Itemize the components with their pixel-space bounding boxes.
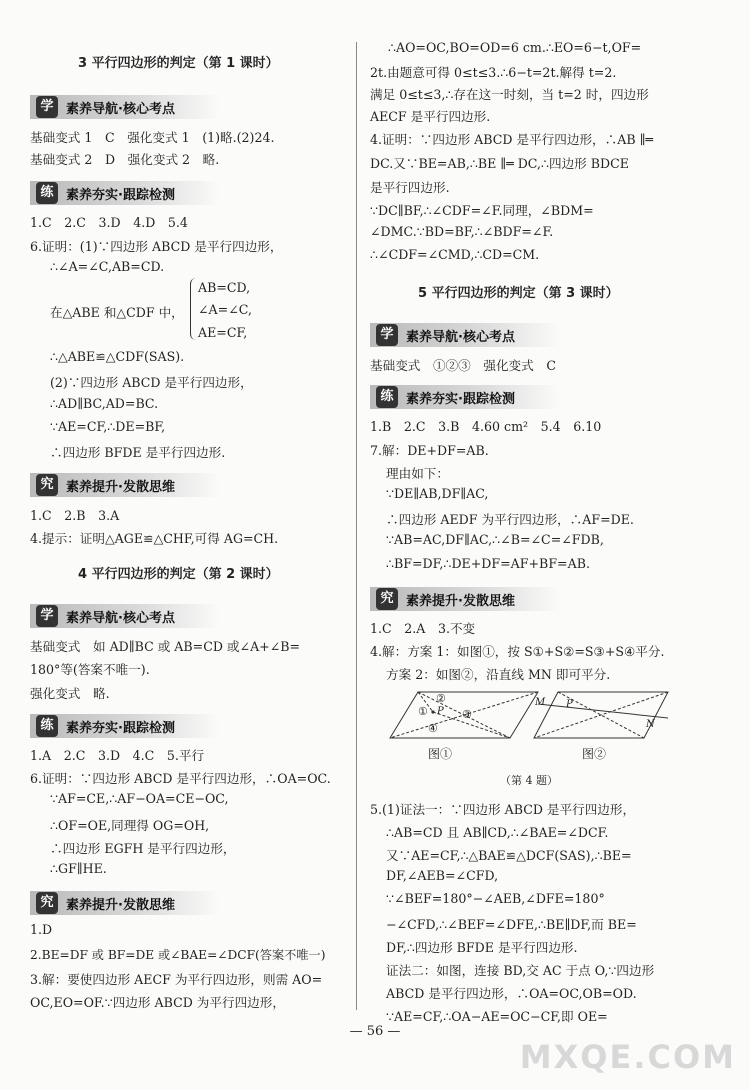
point-p-label: P xyxy=(437,706,444,717)
text-line: 基础变式 1 C 强化变式 1 (1)略.(2)24. xyxy=(30,130,275,145)
text-line: 1.A 2.C 3.D 4.C 5.平行 xyxy=(30,748,205,763)
text-line: 1.C 2.A 3.不变 xyxy=(370,621,476,636)
text-line: 7.解：DE+DF=AB. xyxy=(370,443,489,458)
text-line: 证法二：如图，连接 BD,交 AC 于点 O,∵四边形 xyxy=(386,963,655,978)
text-line: ∴AB=CD 且 AB∥CD,∴∠BAE=∠DCF. xyxy=(386,825,609,840)
text-line: DF,∴四边形 BFDE 是平行四边形. xyxy=(386,940,578,955)
lian-badge-icon: 练 xyxy=(376,386,398,408)
xue-label: 素养导航·核心考点 xyxy=(406,330,515,345)
text-line: 6.证明：(1)∵四边形 ABCD 是平行四边形， xyxy=(30,239,283,254)
region-3-label: ③ xyxy=(462,708,472,721)
text-line: ∵AE=CF,∴OA−AE=OC−CF,即 OE= xyxy=(386,1009,608,1024)
jiu-bar-2 xyxy=(30,891,220,915)
text-line: 4.证明：∵四边形 ABCD 是平行四边形，∴AB ∥═ xyxy=(370,132,653,147)
text-line: 又∵AE=CF,∴△BAE≌△DCF(SAS),∴BE= xyxy=(386,848,632,863)
text-line: AB=CD, xyxy=(198,280,251,295)
text-line: ∴四边形 BFDE 是平行四边形. xyxy=(50,445,226,460)
text-line: ∵AB=AC,DF∥AC,∴∠B=∠C=∠FDB, xyxy=(386,532,604,547)
lian-bar-1 xyxy=(30,181,220,205)
point-p-icon xyxy=(431,710,434,713)
watermark-logo: MXQE.COM xyxy=(519,1038,736,1076)
jiu-label: 素养提升·发散思维 xyxy=(66,480,175,495)
xue-badge-icon: 学 xyxy=(376,324,398,346)
xue-bar-2 xyxy=(30,604,220,628)
text-line: ∴四边形 AEDF 为平行四边形，∴AF=DE. xyxy=(386,512,634,527)
text-line: 在△ABE 和△CDF 中， xyxy=(50,305,184,320)
lian-label: 素养夯实·跟踪检测 xyxy=(406,392,515,407)
point-p-label: P xyxy=(566,699,573,710)
text-line: ∴∠A=∠C,AB=CD. xyxy=(50,259,165,274)
text-line: −∠CFD,∴∠BEF=∠DFE,∴BE∥DF,而 BE= xyxy=(386,917,637,932)
jiu-bar-3 xyxy=(370,587,560,611)
column-divider xyxy=(356,42,357,1010)
point-n-label: N xyxy=(646,719,655,730)
text-line: ∠DMC.∵BD=BF,∴∠BDF=∠F. xyxy=(370,224,554,239)
section-title-2: 4 平行四边形的判定（第 2 课时） xyxy=(78,567,279,582)
text-line: 基础变式 ①②③ 强化变式 C xyxy=(370,358,556,373)
xue-bar-1 xyxy=(30,95,220,119)
parallelogram-figures xyxy=(388,680,688,790)
text-line: DF,∠AEB=∠CFD, xyxy=(386,868,499,883)
xue-badge-icon: 学 xyxy=(36,96,58,118)
text-line: 4.解：方案 1：如图①，按 S①+S②=S③+S④平分. xyxy=(370,644,665,659)
text-line: ∴AD∥BC,AD=BC. xyxy=(50,396,159,411)
lian-label: 素养夯实·跟踪检测 xyxy=(66,188,175,203)
point-m-label: M xyxy=(535,697,546,708)
text-line: 1.D xyxy=(30,922,53,937)
text-line: ∵DC∥BF,∴∠CDF=∠F.同理，∠BDM= xyxy=(370,203,594,218)
region-4-label: ④ xyxy=(428,722,438,735)
text-line: ∴OF=OE,同理得 OG=OH, xyxy=(50,818,210,833)
text-line: DC.又∵BE=AB,∴BE ∥═ DC,∴四边形 BDCE xyxy=(370,156,629,171)
text-line: (2)∵四边形 ABCD 是平行四边形， xyxy=(50,375,253,390)
text-line: 1.B 2.C 3.B 4.60 cm² 5.4 6.10 xyxy=(370,419,602,434)
lian-label: 素养夯实·跟踪检测 xyxy=(66,721,175,736)
text-line: 强化变式 略. xyxy=(30,686,110,701)
xue-label: 素养导航·核心考点 xyxy=(66,102,175,117)
lian-bar-3 xyxy=(370,385,560,409)
text-line: OC,EO=OF.∵四边形 ABCD 为平行四边形， xyxy=(30,995,285,1010)
text-line: ∴∠CDF=∠CMD,∴CD=CM. xyxy=(370,247,540,262)
text-line: AE=CF, xyxy=(198,325,248,340)
xue-bar-3 xyxy=(370,323,560,347)
text-line: 3.解：要使四边形 AECF 为平行四边形，则需 AO= xyxy=(30,972,323,987)
text-line: 2.BE=DF 或 BF=DE 或∠BAE=∠DCF(答案不唯一) xyxy=(30,948,326,962)
text-line: 基础变式 如 AD∥BC 或 AB=CD 或∠A+∠B= xyxy=(30,639,301,654)
xue-badge-icon: 学 xyxy=(36,605,58,627)
jiu-badge-icon: 究 xyxy=(36,474,58,496)
text-line: AECF 是平行四边形. xyxy=(370,109,491,124)
figure-caption: （第 4 题） xyxy=(500,774,558,787)
page-number: — 56 — xyxy=(349,1024,401,1039)
text-line: ∴GF∥HE. xyxy=(50,861,107,876)
jiu-label: 素养提升·发散思维 xyxy=(66,898,175,913)
text-line: 理由如下： xyxy=(386,466,449,481)
lian-badge-icon: 练 xyxy=(36,715,58,737)
text-line: ABCD 是平行四边形，∴OA=OC,OB=OD. xyxy=(386,986,637,1001)
text-line: 满足 0≤t≤3,∴存在这一时刻，当 t=2 时，四边形 xyxy=(370,87,649,102)
region-2-label: ② xyxy=(436,692,446,705)
text-line: 180°等(答案不唯一). xyxy=(30,662,150,677)
text-line: 1.C 2.B 3.A xyxy=(30,508,120,523)
figure-1-label: 图① xyxy=(428,747,453,761)
text-line: 2t.由题意可得 0≤t≤3.∴6−t=2t.解得 t=2. xyxy=(370,65,617,80)
text-line: 6.证明：∵四边形 ABCD 是平行四边形，∴OA=OC. xyxy=(30,771,331,786)
text-line: ∵AF=CE,∴AF−OA=CE−OC, xyxy=(50,791,229,806)
lian-bar-2 xyxy=(30,714,220,738)
jiu-badge-icon: 究 xyxy=(36,892,58,914)
text-line: 4.提示：证明△AGE≌△CHF,可得 AG=CH. xyxy=(30,531,279,546)
xue-label: 素养导航·核心考点 xyxy=(66,611,175,626)
text-line: ∴BF=DF,∴DE+DF=AF+BF=AB. xyxy=(386,556,590,571)
text-line: 基础变式 2 D 强化变式 2 略. xyxy=(30,152,220,167)
jiu-bar-1 xyxy=(30,473,220,497)
section-title-3: 5 平行四边形的判定（第 3 课时） xyxy=(418,286,619,301)
text-line: ∵DE∥AB,DF∥AC, xyxy=(386,486,489,501)
text-line: 是平行四边形. xyxy=(370,180,450,195)
text-line: ∠A=∠C, xyxy=(198,302,252,317)
text-line: 5.(1)证法一：∵四边形 ABCD 是平行四边形， xyxy=(370,802,636,817)
text-line: ∵∠BEF=180°−∠AEB,∠DFE=180° xyxy=(386,891,605,906)
jiu-badge-icon: 究 xyxy=(376,588,398,610)
region-1-label: ① xyxy=(418,705,428,718)
lian-badge-icon: 练 xyxy=(36,182,58,204)
jiu-label: 素养提升·发散思维 xyxy=(406,594,515,609)
text-line: 1.C 2.C 3.D 4.D 5.4 xyxy=(30,215,188,230)
text-line: 方案 2：如图②，沿直线 MN 即可平分. xyxy=(386,667,611,682)
text-line: ∴AO=OC,BO=OD=6 cm.∴EO=6−t,OF= xyxy=(388,40,642,55)
text-line: ∴△ABE≌△CDF(SAS). xyxy=(50,349,185,364)
figure-2-label: 图② xyxy=(582,747,607,761)
text-line: ∴四边形 EGFH 是平行四边形， xyxy=(50,841,236,856)
section-title-1: 3 平行四边形的判定（第 1 课时） xyxy=(78,56,279,71)
text-line: ∵AE=CF,∴DE=BF, xyxy=(50,419,166,434)
